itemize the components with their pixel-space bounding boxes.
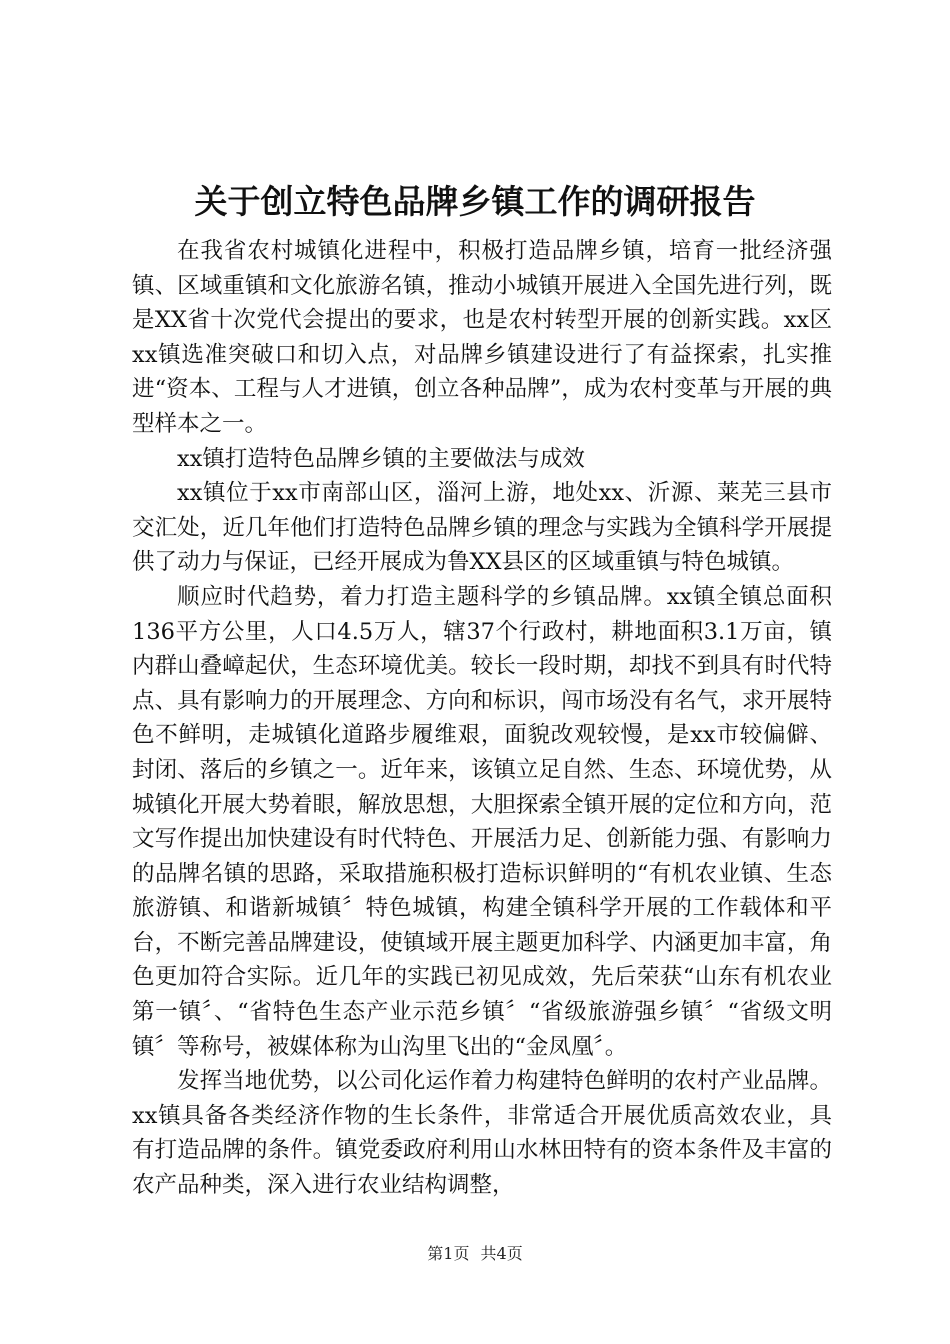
document-title: 关于创立特色品牌乡镇工作的调研报告 [194, 182, 756, 221]
paragraph-intro: 在我省农村城镇化进程中，积极打造品牌乡镇，培育一批经济强镇、区域重镇和文化旅游名镇，推动小城镇开展进入全国先进行列，既是XX省十次党代会提出的要求，也是农村转型开展的创新实践。xx区xx镇选准突破口和切入点，对品牌乡镇建设进行了有益探索，扎实推进“资本、工程与人才进镇，创立各种品牌”，成为农村变革与开展的典型样本之一。 [132, 238, 832, 437]
paragraph-subheading: xx镇打造特色品牌乡镇的主要做法与成效 [177, 445, 585, 472]
document-body [132, 234, 832, 1203]
paragraph-brand-theme: 顺应时代趋势，着力打造主题科学的乡镇品牌。xx镇全镇总面积136平方公里，人口4.5万人，辖37个行政村，耕地面积3.1万亩，镇内群山叠嶂起伏，生态环境优美。较长一段时期，却找不到具有时代特点、具有影响力的开展理念、方向和标识，闯市场没有名气，求开展特色不鲜明，走城镇化道路步履维艰，面貌改观较慢，是xx市较偏僻、封闭、落后的乡镇之一。近年来，该镇立足自然、生态、环境优势，从城镇化开展大势着眼，解放思想，大胆探索全镇开展的定位和方向，范文写作提出加快建设有时代特色、开展活力足、创新能力强、有影响力的品牌名镇的思路，采取措施积极打造标识鲜明的“有机农业镇、生态旅游镇、和谐新城镇〞特色城镇，构建全镇科学开展的工作载体和平台，不断完善品牌建设，使镇域开展主题更加科学、内涵更加丰富，角色更加符合实际。近几年的实践已初见成效，先后荣获“山东有机农业第一镇〞、“省特色生态产业示范乡镇〞“省级旅游强乡镇〞“省级文明镇〞等称号，被媒体称为山沟里飞出的“金凤凰〞。 [132, 583, 832, 1060]
paragraph-local-advantage: 发挥当地优势，以公司化运作着力构建特色鲜明的农村产业品牌。xx镇具备各类经济作物的生长条件，非常适合开展优质高效农业，具有打造品牌的条件。镇党委政府利用山水林田特有的资本条件及丰富的农产品种类，深入进行农业结构调整， [132, 1068, 832, 1199]
page-number: 第1页 [427, 1244, 470, 1263]
page-footer [0, 1244, 950, 1264]
page-total: 共4页 [480, 1244, 523, 1263]
paragraph-location: xx镇位于xx市南部山区，淄河上游，地处xx、沂源、莱芜三县市交汇处，近几年他们打造特色品牌乡镇的理念与实践为全镇科学开展提供了动力与保证，已经开展成为鲁XX县区的区域重镇与特色城镇。 [132, 480, 832, 576]
